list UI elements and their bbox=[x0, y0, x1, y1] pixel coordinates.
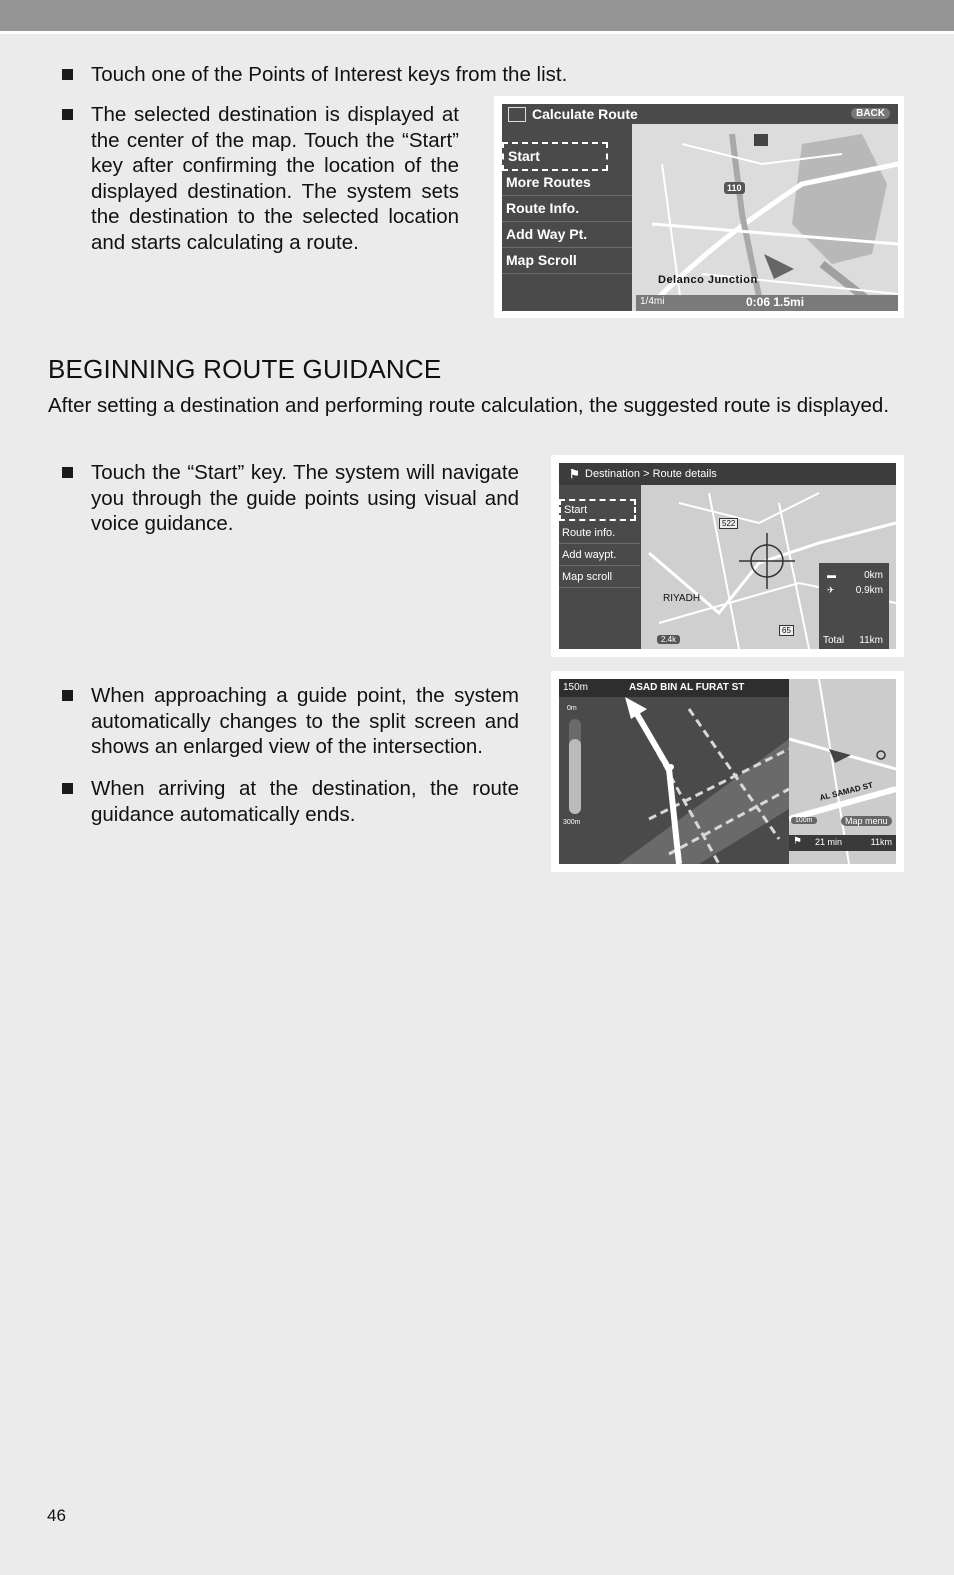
status-bar bbox=[636, 295, 898, 311]
intersection-view bbox=[559, 679, 789, 864]
total-value: 11km bbox=[859, 635, 883, 646]
add-waypoint-button[interactable]: Add waypt. bbox=[559, 545, 640, 566]
trip-status: 0:06 1.5mi bbox=[746, 295, 805, 309]
remaining-distance: 11km bbox=[870, 837, 892, 847]
waypoint-icon: ✈ bbox=[827, 585, 835, 595]
screenshot-route-details bbox=[551, 455, 904, 657]
zoom-scale[interactable]: 2.4k bbox=[657, 635, 680, 644]
cross-street: AL SAMAD ST bbox=[818, 780, 874, 803]
distance-panel bbox=[819, 563, 889, 649]
car-icon: ▬ bbox=[827, 570, 836, 580]
highway-shield: 110 bbox=[724, 182, 745, 194]
map-scroll-button[interactable]: Map scroll bbox=[559, 567, 640, 588]
distance-value: 0.9km bbox=[855, 585, 883, 596]
flag-icon: ⚑ bbox=[569, 467, 580, 481]
route-info-button[interactable]: Route info. bbox=[559, 523, 640, 544]
bullet-marker bbox=[62, 467, 73, 478]
start-button[interactable]: Start bbox=[502, 142, 608, 171]
route-menu bbox=[559, 485, 641, 649]
bullet-text: Touch the “Start” key. The system will navigate you through the guide points using visual and voice guidance. bbox=[91, 461, 519, 535]
remaining-time: 21 min bbox=[815, 837, 843, 847]
eta-bar bbox=[789, 835, 896, 851]
street-name: ASAD BIN AL FURAT ST bbox=[629, 682, 745, 693]
bullet-marker bbox=[62, 690, 73, 701]
title-bar bbox=[559, 463, 896, 485]
flag-icon: ⚑ bbox=[793, 836, 802, 847]
map-icon bbox=[508, 107, 526, 122]
route-menu bbox=[502, 124, 632, 311]
bullet-text: Touch one of the Points of Interest keys from the list. bbox=[91, 63, 568, 86]
gauge-bottom: 300m bbox=[563, 819, 581, 826]
bullet-marker bbox=[62, 69, 73, 80]
road-shield: 522 bbox=[719, 518, 738, 529]
map-scroll-button[interactable]: Map Scroll bbox=[502, 248, 632, 274]
map-scale: 1/4mi bbox=[640, 296, 665, 307]
screenshot-split-screen bbox=[551, 671, 904, 872]
section-heading: BEGINNING ROUTE GUIDANCE bbox=[48, 354, 442, 384]
distance-to-turn: 150m bbox=[563, 682, 589, 693]
road-shield: 65 bbox=[779, 625, 794, 636]
screen-title: Destination > Route details bbox=[585, 468, 717, 480]
distance-value: 0km bbox=[864, 570, 883, 581]
gauge-top: 0m bbox=[567, 705, 577, 712]
start-button[interactable]: Start bbox=[559, 499, 636, 521]
place-name: Delanco Junction bbox=[658, 274, 758, 286]
total-label: Total bbox=[823, 635, 845, 646]
bullet-text: The selected destination is displayed at the center of the map. Touch the “Start” key after confirming the location of the displayed destination. The system sets the destination to the selected location and starts calculating a route. bbox=[91, 103, 459, 254]
bullet-marker bbox=[62, 109, 73, 120]
screen-title: Calculate Route bbox=[532, 106, 638, 122]
page-number: 46 bbox=[47, 1506, 66, 1525]
title-bar bbox=[502, 104, 898, 124]
screenshot-calculate-route bbox=[494, 96, 904, 318]
route-info-button[interactable]: Route Info. bbox=[502, 196, 632, 222]
back-button[interactable]: BACK bbox=[851, 108, 890, 119]
more-routes-button[interactable]: More Routes bbox=[502, 170, 632, 196]
street-banner bbox=[559, 679, 789, 697]
bullet-text: When arriving at the destination, the route guidance automatically ends. bbox=[91, 777, 519, 826]
zoom-scale[interactable]: 100m bbox=[791, 817, 817, 824]
city-label: RIYADH bbox=[663, 593, 701, 604]
section-intro: After setting a destination and performing route calculation, the suggested route is displayed. bbox=[48, 394, 890, 417]
bullet-marker bbox=[62, 783, 73, 794]
bullet-text: When approaching a guide point, the system automatically changes to the split screen and shows an enlarged view of the intersection. bbox=[91, 684, 519, 758]
map-menu-button[interactable]: Map menu bbox=[841, 816, 892, 826]
add-way-point-button[interactable]: Add Way Pt. bbox=[502, 222, 632, 248]
header-bar bbox=[0, 0, 954, 34]
